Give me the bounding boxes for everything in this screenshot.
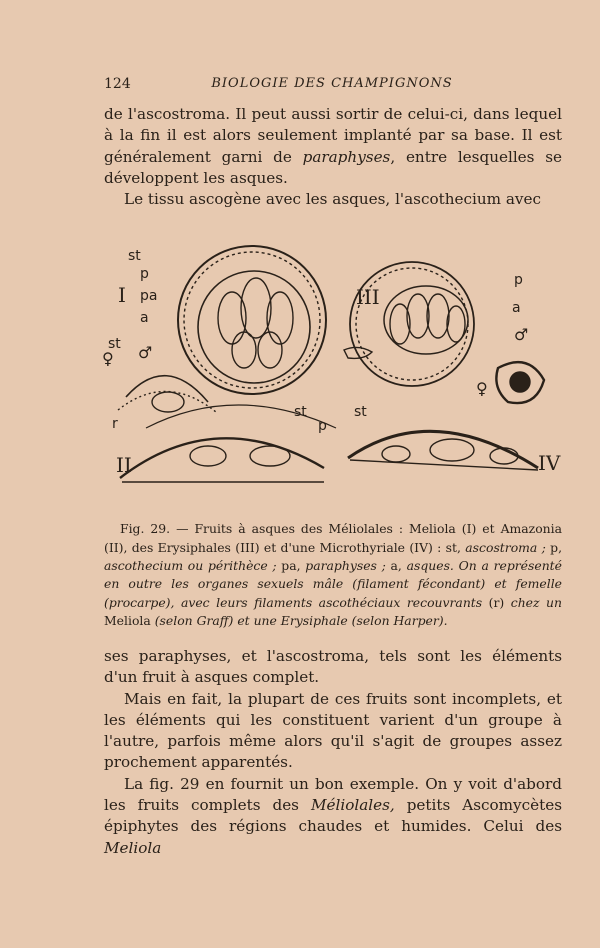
- page-header: [104, 76, 560, 96]
- paragraph-5-text-2: petits Ascomycètes épiphytes des régions chaudes et humides. Celui des: [104, 796, 563, 836]
- caption-italic-4: asques. On a représenté en outre les organes sexuels mâle (filament fécondant) et femelle (procarpe), avec leurs filaments ascothéciaux recouvrants: [104, 557, 562, 610]
- paragraph-3: ses paraphyses, et l'ascostroma, tels sont les éléments d'un fruit à asques complet.: [104, 647, 562, 687]
- roman-II-label: II: [116, 453, 132, 477]
- female-symbol-I: ♀: [102, 349, 114, 368]
- caption-part-4: a,: [385, 557, 407, 573]
- label-r-I: r: [112, 416, 118, 432]
- label-st-IV: st: [354, 404, 367, 420]
- caption-italic-6: (selon Graff) et une Erysiphale (selon Harper).: [154, 612, 448, 628]
- meliolales-italic: Méliolales,: [310, 796, 395, 815]
- caption-part-3: pa,: [276, 557, 306, 573]
- paragraph-2: Le tissu ascogène avec les asques, l'ascothecium avec: [124, 190, 541, 209]
- label-a-I: a: [140, 310, 149, 326]
- label-st-I: st: [128, 248, 141, 264]
- roman-IV-label: IV: [538, 451, 561, 475]
- paragraph-1: [104, 104, 562, 189]
- label-st-I-small: st: [108, 336, 121, 352]
- roman-I-label: I: [118, 283, 126, 307]
- caption-italic-2: ascothecium ou périthèce ;: [104, 557, 277, 573]
- meliola-stroma: [178, 246, 326, 394]
- label-pa-I: pa: [140, 288, 158, 304]
- paraphyses-italic: paraphyses: [302, 147, 391, 166]
- label-st-II: st: [294, 404, 307, 420]
- meliola-asci: [218, 278, 293, 368]
- caption-part-6: Meliola: [104, 612, 155, 628]
- label-p-I: p: [140, 266, 149, 282]
- paragraph-1-text: de l'ascostroma. Il peut aussi sortir de celui-ci, dans lequel à la fin il est alors seulement implanté par sa base. Il est généralement garni de: [104, 105, 562, 166]
- paragraph-4: Mais en fait, la plupart de ces fruits sont incomplets, et les éléments qui les constituent varient d'un groupe à l'autre, parfois même alors qu'il s'agit de groupes assez prochement apparentés.: [104, 689, 562, 772]
- male-symbol-III: ♂: [514, 325, 529, 344]
- caption-text: [104, 520, 562, 630]
- figure-caption: [104, 508, 562, 643]
- meliola-italic: Meliola: [104, 838, 162, 857]
- page-number: 124: [104, 76, 131, 92]
- amazonia-asci: [190, 446, 290, 466]
- figure-29-illustration: [96, 232, 572, 502]
- running-title: BIOLOGIE DES CHAMPIGNONS: [211, 76, 453, 91]
- top-text-block: [104, 104, 562, 210]
- erysiphe-perithecium: [350, 262, 474, 386]
- male-symbol-I: ♂: [138, 343, 153, 362]
- label-a-III: a: [512, 300, 521, 316]
- caption-part-1: Fig. 29. — Fruits à asques des Méliolales : Meliola (I) et Amazonia (II), des Erysiphales (III) et d'une Microthyriale (IV) : st,: [104, 521, 562, 555]
- paragraph-1-text-end: , entre lesquelles se développent les asques.: [104, 147, 562, 187]
- caption-part-2: p,: [545, 539, 563, 555]
- paragraph-5-text: La fig. 29 en fournit un bon exemple. On y voit d'abord les fruits complets des: [104, 774, 562, 815]
- caption-italic-5: chez un: [510, 594, 562, 610]
- roman-III-label: III: [356, 285, 380, 309]
- erysiphe-asci: [390, 294, 465, 344]
- female-symbol-III: ♀: [476, 379, 488, 398]
- label-p-II: p: [318, 418, 327, 434]
- caption-italic-1: ascostroma ;: [465, 539, 546, 555]
- label-p-III: p: [514, 272, 523, 288]
- paragraph-5: [104, 774, 562, 859]
- caption-part-5: (r): [482, 594, 511, 610]
- caption-italic-3: paraphyses ;: [305, 557, 386, 573]
- bottom-text-block: [104, 646, 562, 859]
- microthyriale-asci: [382, 439, 518, 464]
